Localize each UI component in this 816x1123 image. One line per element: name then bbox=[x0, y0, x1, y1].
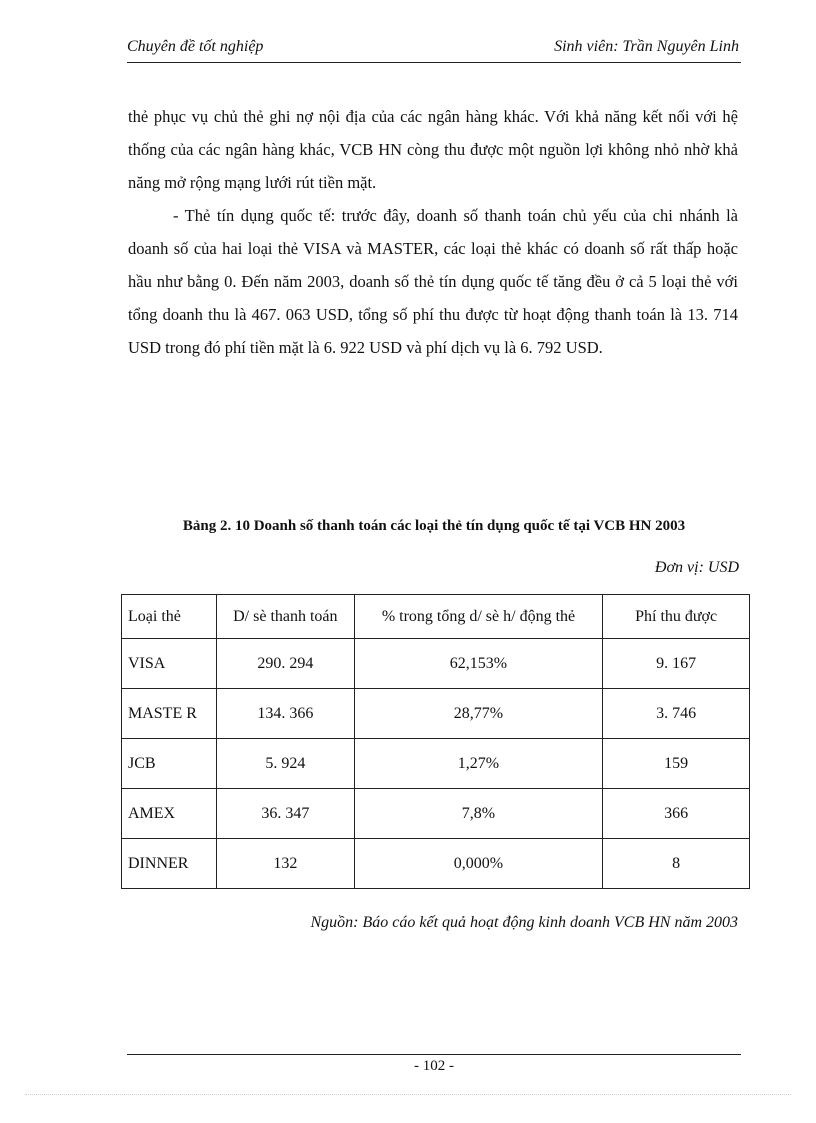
table-cell: 62,153% bbox=[354, 639, 603, 689]
table-row bbox=[122, 689, 750, 739]
paragraph: - Thẻ tín dụng quốc tế: trước đây, doanh số thanh toán chủ yếu của chi nhánh là doanh số của hai loại thẻ VISA và MASTER, các loại thẻ khác có doanh số rất thấp hoặc hầu như bằng 0. Đến năm 2003, doanh số thẻ tín dụng quốc tế tăng đều ở cả 5 loại thẻ với tổng doanh thu là 467. 063 USD, tổng số phí thu được từ hoạt động thanh toán là 13. 714 USD trong đó phí tiền mặt là 6. 922 USD và phí dịch vụ là 6. 792 USD. bbox=[128, 206, 738, 357]
table-row bbox=[122, 839, 750, 889]
paragraph: thẻ phục vụ chủ thẻ ghi nợ nội địa của các ngân hàng khác. Với khả năng kết nối với hệ thống của các ngân hàng khác, VCB HN còng thu được một nguồn lợi không nhỏ nhờ khả năng mở rộng mạng lưới rút tiền mặt. bbox=[128, 107, 738, 192]
table-cell: 28,77% bbox=[354, 689, 603, 739]
table-cell: 132 bbox=[216, 839, 354, 889]
column-header: Loại thẻ bbox=[122, 595, 217, 639]
header-author: Sinh viên: Trần Nguyên Linh bbox=[554, 38, 739, 55]
table-cell: 290. 294 bbox=[216, 639, 354, 689]
table-cell: AMEX bbox=[122, 789, 217, 839]
page-number: - 102 - bbox=[414, 1058, 454, 1074]
table-cell: 3. 746 bbox=[603, 689, 750, 739]
data-table bbox=[121, 594, 750, 889]
column-header: % trong tổng d/ sè h/ động thẻ bbox=[354, 595, 603, 639]
table-cell: DINNER bbox=[122, 839, 217, 889]
table-row bbox=[122, 739, 750, 789]
body-text bbox=[128, 100, 738, 364]
table-cell: 7,8% bbox=[354, 789, 603, 839]
column-header: Phí thu được bbox=[603, 595, 750, 639]
page-header bbox=[127, 38, 741, 63]
table-cell: 5. 924 bbox=[216, 739, 354, 789]
table-cell: VISA bbox=[122, 639, 217, 689]
table-unit: Đơn vị: USD bbox=[654, 559, 739, 576]
table-header-row bbox=[122, 595, 750, 639]
table-cell: 366 bbox=[603, 789, 750, 839]
table-cell: 8 bbox=[603, 839, 750, 889]
page-edge-divider bbox=[25, 1094, 791, 1095]
table-cell: MASTE R bbox=[122, 689, 217, 739]
column-header: D/ sè thanh toán bbox=[216, 595, 354, 639]
table-cell: 36. 347 bbox=[216, 789, 354, 839]
table-source: Nguồn: Báo cáo kết quả hoạt động kinh doanh VCB HN năm 2003 bbox=[310, 914, 738, 931]
header-title: Chuyên đề tốt nghiệp bbox=[127, 38, 264, 55]
table-row bbox=[122, 789, 750, 839]
table-row bbox=[122, 639, 750, 689]
table-cell: 0,000% bbox=[354, 839, 603, 889]
table-caption: Bảng 2. 10 Doanh số thanh toán các loại thẻ tín dụng quốc tế tại VCB HN 2003 bbox=[182, 518, 686, 534]
footer-divider bbox=[127, 1054, 741, 1055]
table-cell: JCB bbox=[122, 739, 217, 789]
table-cell: 9. 167 bbox=[603, 639, 750, 689]
table-cell: 159 bbox=[603, 739, 750, 789]
table-cell: 1,27% bbox=[354, 739, 603, 789]
table-cell: 134. 366 bbox=[216, 689, 354, 739]
